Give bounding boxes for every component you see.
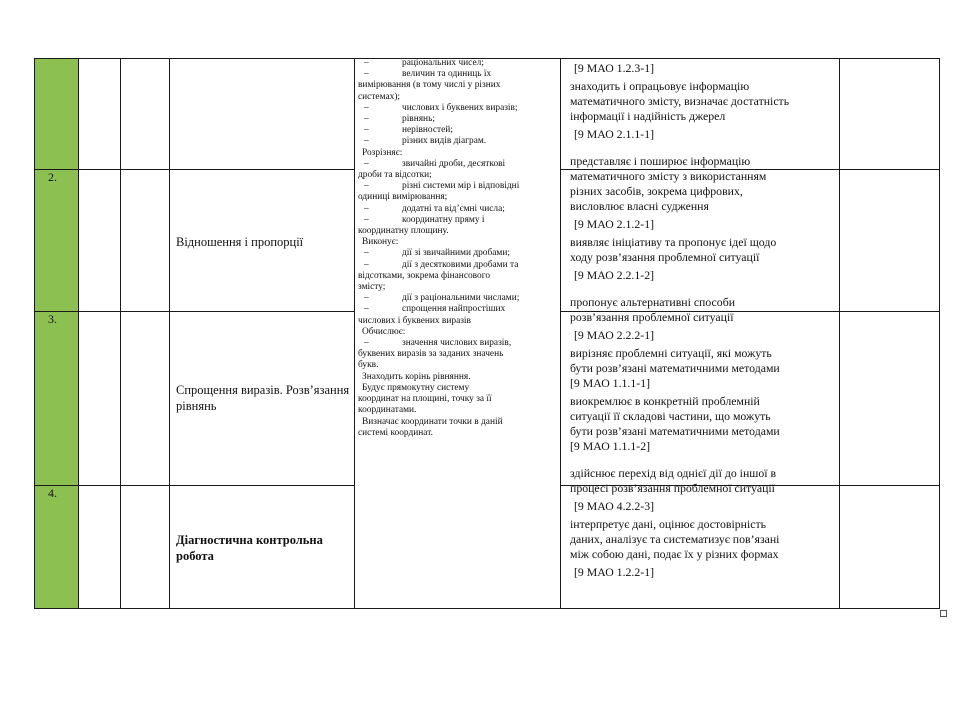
content-text: звичайні дроби, десяткові — [402, 158, 506, 169]
outcome-code: [9 МАО 1.2.2-1] — [574, 565, 655, 579]
content-line — [358, 114, 554, 125]
outcome-text: даних, аналізує та систематизує пов’язані — [570, 532, 780, 546]
content-line — [358, 103, 554, 114]
content-text: додатні та від’ємні числа; — [402, 203, 505, 214]
content-text: Обчислює: — [362, 326, 406, 337]
dash-marker: – — [364, 58, 369, 68]
outcome-code: [9 МАО 1.2.3-1] — [574, 61, 655, 75]
outcome-text: математичного змісту, визначає достатність — [570, 94, 790, 108]
results-column — [570, 58, 840, 580]
row-divider — [34, 311, 355, 312]
content-line — [358, 282, 554, 293]
outcome-text: висловлює власні судження — [570, 199, 709, 213]
dash-marker: – — [364, 248, 369, 259]
content-text: дії зі звичайними дробами; — [402, 248, 510, 259]
content-line — [358, 215, 554, 226]
content-text: буквених виразів за заданих значень — [358, 349, 504, 360]
row-divider — [34, 169, 355, 170]
column-divider — [169, 58, 170, 609]
content-text: координатну пряму і — [402, 214, 485, 225]
content-text: спрощення найпростіших — [402, 304, 506, 315]
table-border — [939, 58, 940, 609]
outcome-text: інформації і надійність джерел — [570, 109, 726, 123]
content-text: числових і буквених виразів — [358, 315, 471, 326]
dash-marker: – — [364, 136, 369, 147]
outcome-code: [9 МАО 2.2.1-2] — [574, 268, 655, 282]
topic-title: Спрощення виразів. Розв’язання рівнянь — [176, 383, 350, 413]
topic-title: Діагностична контрольна робота — [176, 533, 323, 563]
content-text: дії з десятковими дробами та — [402, 259, 519, 270]
content-text: вимірювання (в тому числі у різних — [358, 80, 501, 91]
outcome-code: [9 МАО 2.1.1-1] — [574, 127, 655, 141]
content-line — [358, 192, 554, 203]
content-line — [358, 260, 554, 271]
content-text: Будує прямокутну систему — [362, 382, 470, 393]
content-line — [358, 181, 554, 192]
resize-handle[interactable] — [940, 610, 947, 617]
green-column — [34, 58, 78, 609]
column-divider — [560, 58, 561, 609]
outcome-text: ситуації її складові частини, що можуть — [570, 409, 771, 423]
content-text: різних видів діаграм. — [402, 136, 487, 147]
column-divider — [78, 58, 79, 609]
outcome-text: розв’язання проблемної ситуації — [570, 310, 734, 324]
outcome-code: [9 МАО 1.1.1-2] — [570, 439, 651, 453]
row-number: 3. — [48, 312, 57, 326]
outcome-text: пропонує альтернативні способи — [570, 295, 736, 309]
content-line — [358, 136, 554, 147]
content-line — [358, 226, 554, 237]
content-line — [358, 204, 554, 215]
content-column — [358, 58, 554, 439]
content-line — [358, 428, 554, 439]
outcome-text: бути розв’язані математичними методами — [570, 361, 780, 375]
dash-marker: – — [364, 259, 369, 270]
dash-marker: – — [364, 293, 369, 304]
outcome-code: [9 МАО 1.1.1-1] — [570, 376, 651, 390]
dash-marker: – — [364, 125, 369, 136]
content-text: системах); — [358, 91, 401, 102]
content-line — [358, 304, 554, 315]
content-text: раціональних чисел; — [402, 58, 484, 68]
content-line — [358, 372, 554, 383]
dash-marker: – — [364, 338, 369, 349]
content-line — [358, 405, 554, 416]
content-text: величин та одиниць їх — [402, 69, 492, 80]
row-number: 4. — [48, 486, 57, 500]
dash-marker: – — [364, 214, 369, 225]
content-line — [358, 417, 554, 428]
outcome-code: [9 МАО 2.2.2-1] — [574, 328, 655, 342]
content-text: рівнянь; — [402, 114, 435, 125]
content-text: змісту; — [358, 282, 386, 293]
content-line — [358, 58, 554, 69]
content-line — [358, 69, 554, 80]
content-text: числових і буквених виразів; — [402, 102, 518, 113]
content-line — [358, 293, 554, 304]
column-divider — [120, 58, 121, 609]
dash-marker: – — [364, 69, 369, 80]
content-line — [358, 148, 554, 159]
outcome-code: [9 МАО 4.2.2-3] — [574, 499, 655, 513]
content-text: значення числових виразів, — [402, 338, 512, 349]
outcome-text: різних засобів, зокрема цифрових, — [570, 184, 743, 198]
row-divider — [34, 485, 355, 486]
content-line — [358, 80, 554, 91]
content-text: координатами. — [358, 405, 417, 416]
outcome-text: знаходить і опрацьовує інформацію — [570, 79, 750, 93]
table-border — [34, 58, 35, 609]
outcome-text: між собою дані, подає їх у різних формах — [570, 547, 779, 561]
outcome-text: інтерпретує дані, оцінює достовірність — [570, 517, 767, 531]
content-text: букв. — [358, 360, 379, 371]
content-line — [358, 125, 554, 136]
outcome-text: представляє і поширює інформацію — [570, 154, 751, 168]
content-line — [358, 92, 554, 103]
content-text: Знаходить корінь рівняння. — [362, 371, 471, 382]
content-line — [358, 316, 554, 327]
content-text: Розрізняє: — [362, 147, 403, 158]
content-line — [358, 383, 554, 394]
content-line — [358, 170, 554, 181]
outcome-text: математичного змісту з використанням — [570, 169, 767, 183]
content-line — [358, 338, 554, 349]
dash-marker: – — [364, 304, 369, 315]
content-text: координат на площині, точку за її — [358, 394, 492, 405]
content-text: Виконує: — [362, 237, 399, 248]
row-number: 2. — [48, 170, 57, 184]
outcome-text: виокремлює в конкретній проблемній — [570, 394, 760, 408]
content-text: одиниці вимірювання; — [358, 192, 448, 203]
content-line — [358, 349, 554, 360]
outcome-code: [9 МАО 2.1.2-1] — [574, 217, 655, 231]
content-text: дії з раціональними числами; — [402, 293, 520, 304]
content-line — [358, 394, 554, 405]
outcome-text: бути розв’язані математичними методами — [570, 424, 780, 438]
dash-marker: – — [364, 203, 369, 214]
content-text: відсотками, зокрема фінансового — [358, 270, 491, 281]
content-text: координатну площину. — [358, 226, 449, 237]
outcome-text: виявляє ініціативу та пропонує ідеї щодо — [570, 235, 777, 249]
curriculum-table — [34, 58, 940, 609]
content-text: системі координат. — [358, 427, 433, 438]
topic-title: Відношення і пропорції — [176, 235, 304, 249]
column-divider — [354, 58, 355, 609]
content-text: Визначає координати точки в даній — [362, 416, 503, 427]
dash-marker: – — [364, 114, 369, 125]
content-text: нерівностей; — [402, 125, 453, 136]
dash-marker: – — [364, 102, 369, 113]
content-line — [358, 327, 554, 338]
content-line — [358, 237, 554, 248]
dash-marker: – — [364, 158, 369, 169]
outcome-text: процесі розв’язання проблемної ситуації — [570, 481, 775, 495]
outcome-text: здійснює перехід від однієї дії до іншої в — [570, 466, 777, 480]
content-text: різні системи мір і відповідні — [402, 181, 520, 192]
outcome-text: вирізняє проблемні ситуації, які можуть — [570, 346, 772, 360]
content-text: дроби та відсотки; — [358, 170, 432, 181]
table-border — [34, 608, 940, 609]
outcome-text: ходу розв’язання проблемної ситуації — [570, 250, 760, 264]
content-line — [358, 271, 554, 282]
dash-marker: – — [364, 181, 369, 192]
content-line — [358, 159, 554, 170]
content-line — [358, 360, 554, 371]
content-line — [358, 248, 554, 259]
